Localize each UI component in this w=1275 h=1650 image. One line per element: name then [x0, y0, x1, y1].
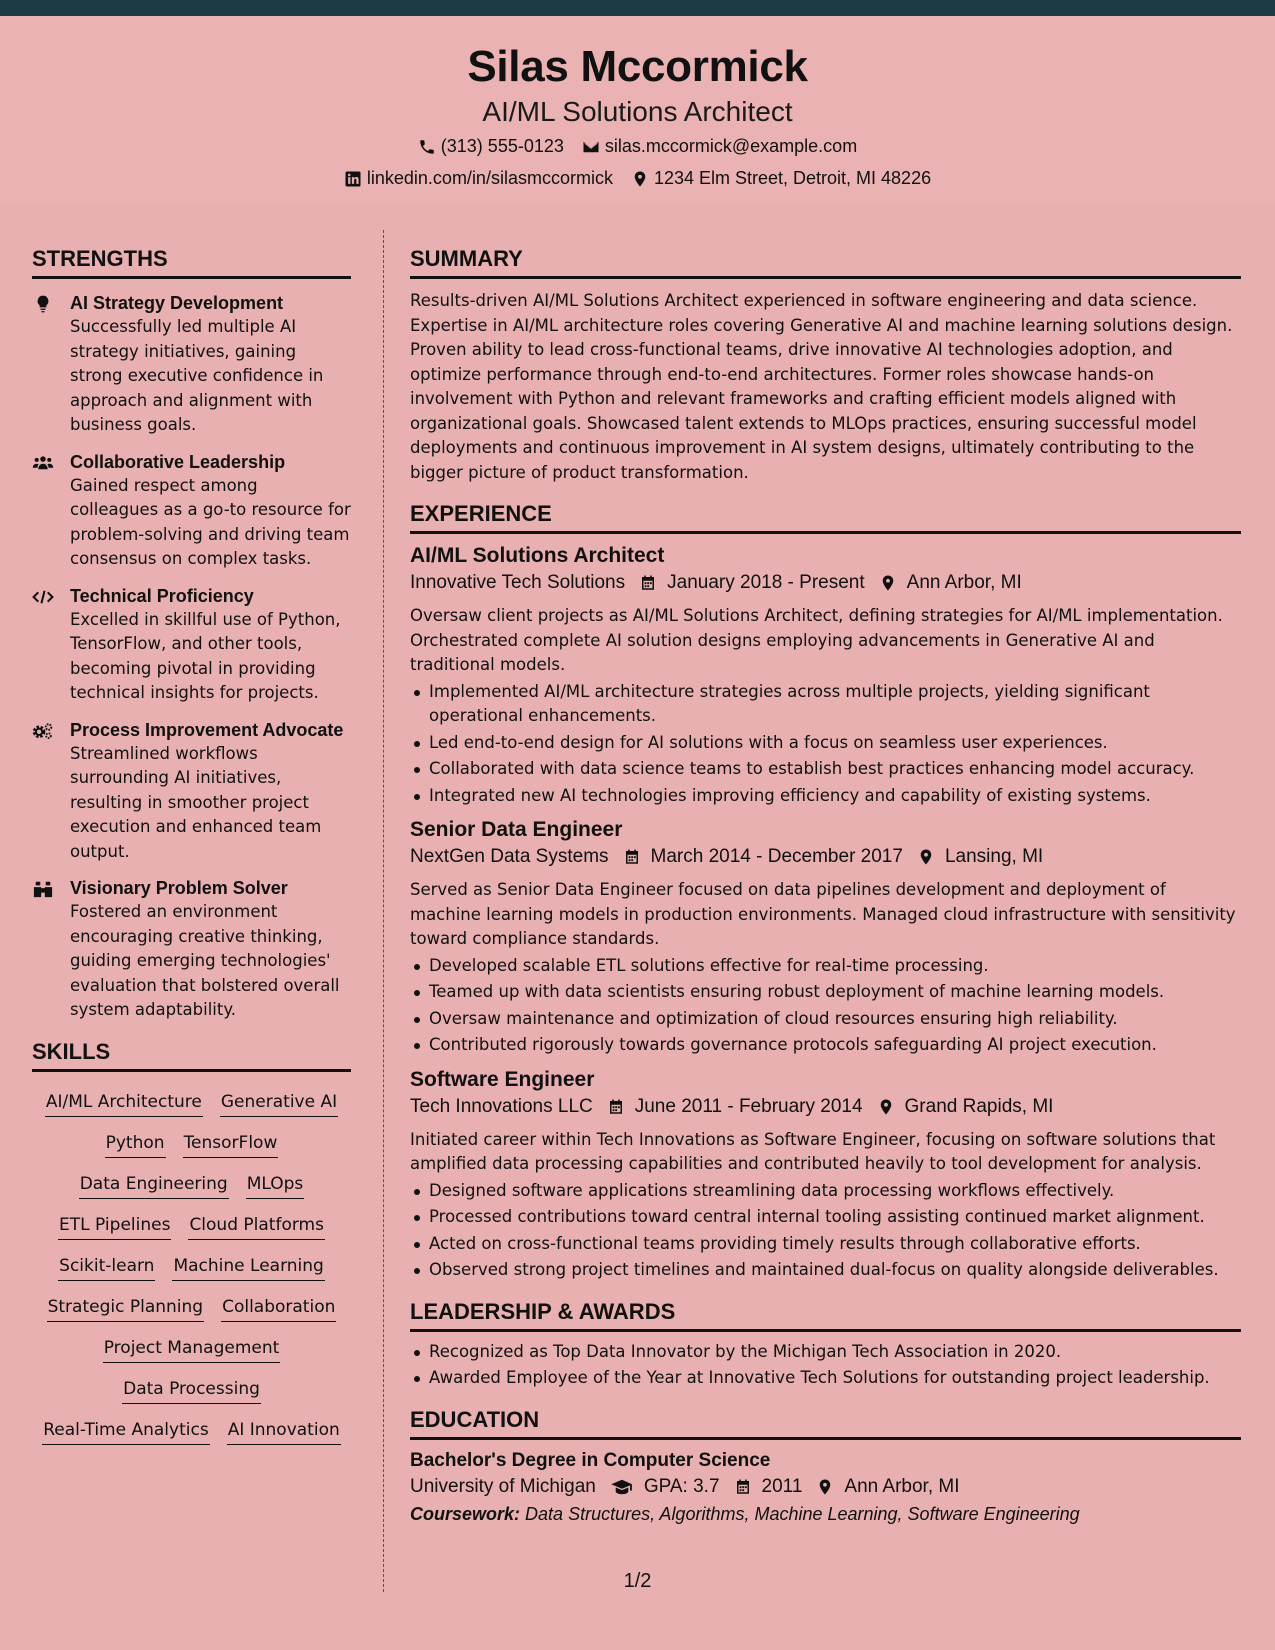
graduation-year: 2011 [761, 1475, 803, 1497]
job-meta [410, 846, 1241, 868]
skill-tag: AI/ML Architecture [45, 1088, 203, 1117]
job-location: Grand Rapids, MI [904, 1095, 1054, 1117]
job-meta [410, 572, 1241, 594]
job-dates: June 2011 - February 2014 [634, 1095, 863, 1117]
list-item: Collaborated with data science teams to establish best practices enhancing model accuracy. [410, 757, 1241, 782]
list-item: Integrated new AI technologies improving efficiency and capability of existing systems. [410, 784, 1241, 809]
phone-text: (313) 555-0123 [440, 136, 564, 156]
phone-icon [418, 138, 436, 156]
summary-text: Results-driven AI/ML Solutions Architect experienced in software engineering and data science. Expertise in AI/ML architecture roles covering Generative AI and machine learning solutions design. Proven ability to lead cross-functional teams, drive innovative AI technologies adoption, and optimize performance through end-to-end architectures. Former roles showcase hands-on involvement with Python and relevant frameworks and crafting efficient models aligned with organizational goals. Showcased talent extends to MLOps practices, ensuring successful model deployments and continuous improvement in AI system designs, ultimately contributing to the bigger picture of product transformation. [410, 291, 1233, 482]
right-column [410, 230, 1241, 1525]
school-location: Ann Arbor, MI [844, 1475, 960, 1497]
job-location: Lansing, MI [944, 846, 1044, 867]
skill-tag: Generative AI [220, 1088, 338, 1117]
strength-title: Process Improvement Advocate [70, 719, 344, 740]
list-item: Processed contributions toward central internal tooling assisting continued market alignment. [410, 1205, 1241, 1230]
job-desc: Served as Senior Data Engineer focused on data pipelines development and deployment of machine learning models in production environments. Managed cloud infrastructure with sensitivity toward compliance standards. [410, 880, 1236, 948]
strength-item [32, 291, 351, 438]
strength-desc: Fostered an environment encouraging creative thinking, guiding emerging technologies' evaluation that bolstered overall system adaptability. [70, 902, 340, 1019]
code-icon [32, 587, 54, 607]
job-location: Ann Arbor, MI [906, 572, 1022, 593]
job-company: Tech Innovations LLC [410, 1095, 593, 1117]
list-item: Implemented AI/ML architecture strategies across multiple projects, yielding significant operational enhancements. [410, 680, 1241, 729]
page-number: 1/2 [623, 1570, 652, 1592]
skill-tag: Data Processing [122, 1375, 261, 1404]
gpa-text: GPA: 3.7 [643, 1475, 720, 1497]
job-title: AI/ML Solutions Architect [410, 544, 665, 567]
binoculars-icon [32, 879, 54, 899]
map-pin-icon [631, 170, 649, 188]
job-dates: March 2014 - December 2017 [650, 846, 903, 867]
contact-row-1 [0, 136, 1275, 157]
job-title: Software Engineer [410, 1067, 595, 1091]
address-text: 1234 Elm Street, Detroit, MI 48226 [653, 168, 932, 188]
top-accent-bar [0, 0, 1275, 16]
calendar-icon [623, 848, 641, 866]
coursework-list: Data Structures, Algorithms, Machine Learning, Software Engineering [525, 1503, 1080, 1524]
contact-row-2 [0, 168, 1275, 189]
coursework [410, 1504, 1241, 1525]
school-name: University of Michigan [410, 1475, 596, 1497]
skill-tag: Python [105, 1129, 166, 1158]
email-link[interactable]: silas.mccormick@example.com [604, 136, 858, 156]
job-entry [410, 1068, 1241, 1283]
strength-title: Technical Proficiency [70, 585, 254, 606]
leadership-section [410, 1299, 1241, 1391]
contact-phone [418, 136, 564, 157]
users-icon [32, 453, 54, 473]
skills-section [32, 1039, 351, 1445]
strength-desc: Successfully led multiple AI strategy initiatives, gaining strong executive confidence in approach and alignment with business goals. [70, 317, 324, 434]
job-desc: Initiated career within Tech Innovations as Software Engineer, focusing on software solutions that amplified data processing capabilities and contributed heavily to tool development for analysis. [410, 1129, 1216, 1173]
strength-item [32, 450, 351, 572]
skill-tag: Real-Time Analytics [42, 1416, 209, 1445]
job-bullets [410, 1179, 1241, 1283]
strength-item [32, 584, 351, 706]
job-dates: January 2018 - Present [667, 572, 865, 593]
column-divider [383, 230, 384, 1592]
map-pin-icon [917, 848, 935, 866]
list-item: Led end-to-end design for AI solutions with a focus on seamless user experiences. [410, 731, 1241, 756]
strength-item [32, 876, 351, 1023]
strength-title: Collaborative Leadership [70, 451, 286, 472]
skill-tag: Machine Learning [172, 1252, 324, 1281]
envelope-icon [582, 138, 600, 156]
strengths-heading: STRENGTHS [32, 246, 351, 279]
experience-heading: EXPERIENCE [410, 501, 1241, 534]
calendar-icon [607, 1098, 625, 1116]
job-meta [410, 1096, 1241, 1118]
job-desc: Oversaw client projects as AI/ML Solutions Architect, defining strategies for AI/ML implementation. Orchestrated complete AI solution designs employing advancements in Generative AI and traditional models. [410, 606, 1223, 674]
left-column [32, 230, 351, 1445]
job-company: NextGen Data Systems [410, 846, 609, 867]
map-pin-icon [877, 1098, 895, 1116]
list-item: Recognized as Top Data Innovator by the Michigan Tech Association in 2020. [410, 1340, 1241, 1365]
strengths-section [32, 246, 351, 1023]
strength-desc: Excelled in skillful use of Python, TensorFlow, and other tools, becoming pivotal in providing technical insights for projects. [70, 609, 341, 702]
resume-header [0, 16, 1275, 206]
skills-heading: SKILLS [32, 1039, 351, 1072]
candidate-name: Silas Mccormick [467, 42, 808, 91]
list-item: Awarded Employee of the Year at Innovative Tech Solutions for outstanding project leadership. [410, 1366, 1241, 1391]
strength-title: AI Strategy Development [70, 293, 284, 313]
contact-linkedin[interactable] [344, 168, 613, 189]
lightbulb-icon [32, 294, 54, 314]
skill-tag: Strategic Planning [47, 1293, 204, 1322]
job-bullets [410, 954, 1241, 1058]
list-item: Designed software applications streamlining data processing workflows effectively. [410, 1179, 1241, 1204]
strength-desc: Streamlined workflows surrounding AI initiatives, resulting in smoother project execution and enhanced team output. [70, 743, 322, 861]
job-company: Innovative Tech Solutions [410, 572, 626, 593]
leadership-heading: LEADERSHIP & AWARDS [410, 1299, 1241, 1332]
list-item: Contributed rigorously towards governance protocols safeguarding AI project execution. [410, 1033, 1241, 1058]
skill-tag: Cloud Platforms [188, 1211, 325, 1240]
job-title: Senior Data Engineer [410, 818, 623, 841]
contact-address [631, 168, 931, 189]
skill-tag: Data Engineering [79, 1170, 229, 1199]
skill-tag: Scikit-learn [58, 1252, 155, 1281]
strength-title: Visionary Problem Solver [70, 878, 288, 898]
list-item: Teamed up with data scientists ensuring robust deployment of machine learning models. [410, 980, 1241, 1005]
skill-tag: TensorFlow [183, 1129, 279, 1158]
skill-tag: ETL Pipelines [58, 1211, 171, 1240]
strength-desc: Gained respect among colleagues as a go-to resource for problem-solving and driving team consensus on complex tasks. [70, 475, 351, 568]
job-bullets [410, 680, 1241, 809]
list-item: Observed strong project timelines and maintained dual-focus on quality alongside deliverables. [410, 1258, 1241, 1283]
graduation-cap-icon [610, 1478, 634, 1496]
candidate-title: AI/ML Solutions Architect [482, 96, 793, 127]
skill-tag: Collaboration [221, 1293, 336, 1322]
linkedin-link[interactable]: linkedin.com/in/silasmccormick [366, 168, 613, 188]
contact-email[interactable] [582, 136, 857, 157]
calendar-icon [734, 1478, 752, 1496]
job-entry [410, 818, 1241, 1058]
list-item: Developed scalable ETL solutions effective for real-time processing. [410, 954, 1241, 979]
degree-title: Bachelor's Degree in Computer Science [410, 1449, 771, 1471]
education-meta [410, 1476, 1241, 1498]
leadership-list [410, 1340, 1241, 1391]
list-item: Acted on cross-functional teams providing timely results through collaborative efforts. [410, 1232, 1241, 1257]
experience-section [410, 501, 1241, 1283]
skills-list [32, 1088, 351, 1445]
coursework-label: Coursework: [410, 1503, 521, 1524]
skill-tag: MLOps [246, 1170, 305, 1199]
map-pin-icon [879, 574, 897, 592]
calendar-icon [639, 574, 657, 592]
job-entry [410, 544, 1241, 808]
linkedin-icon [344, 170, 362, 188]
gears-icon [32, 721, 54, 741]
map-pin-icon [816, 1478, 834, 1496]
skill-tag: Project Management [103, 1334, 281, 1363]
summary-heading: SUMMARY [410, 246, 1241, 279]
education-section [410, 1407, 1241, 1525]
education-heading: EDUCATION [410, 1407, 1241, 1440]
summary-section [410, 246, 1241, 485]
skill-tag: AI Innovation [227, 1416, 341, 1445]
strength-item [32, 718, 351, 865]
list-item: Oversaw maintenance and optimization of cloud resources ensuring high reliability. [410, 1007, 1241, 1032]
